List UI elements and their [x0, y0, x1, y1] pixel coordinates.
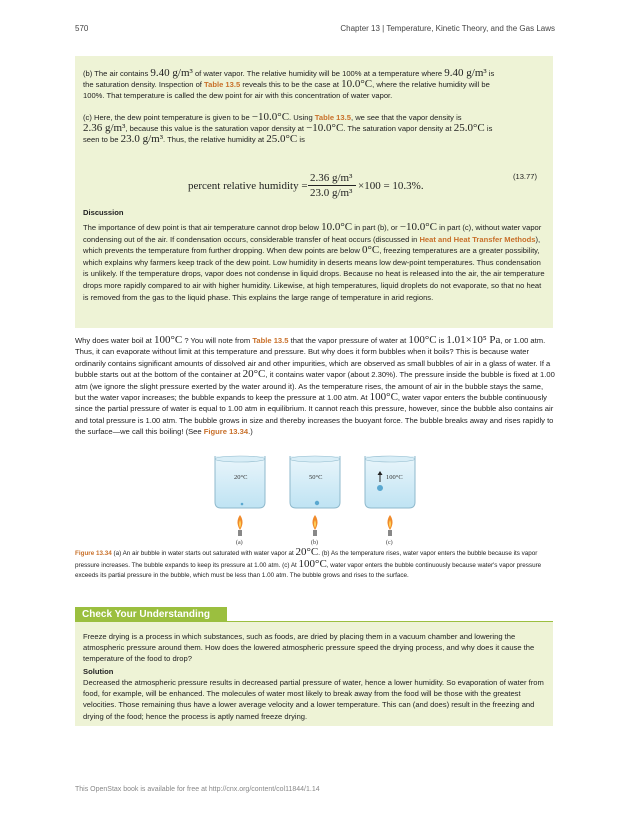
- discussion-title: Discussion: [83, 208, 124, 217]
- math: 20°C: [242, 368, 266, 381]
- footer: This OpenStax book is available for free at http://cnx.org/content/col11844/1.14: [75, 786, 320, 793]
- burner-icon: [238, 530, 242, 536]
- air-bubble: [315, 501, 319, 505]
- figure-13-34-link[interactable]: Figure 13.34: [203, 427, 249, 437]
- air-bubble: [241, 503, 244, 506]
- beaker-a-temp: 20°C: [234, 474, 248, 481]
- math: 1.01×10⁵ Pa: [446, 334, 501, 346]
- math: 10.0°C: [341, 78, 373, 91]
- equation-numerator: 2.36 g/m³: [310, 172, 353, 184]
- beaker-b: [290, 456, 340, 546]
- math: 100°C: [153, 334, 183, 346]
- check-understanding-header: Check Your Understanding: [75, 607, 227, 622]
- math: 2.36 g/m³: [83, 122, 126, 135]
- table-13-5-link[interactable]: Table 13.5: [252, 336, 289, 345]
- beaker-a-label: (a): [236, 540, 243, 546]
- discussion-text: The importance of dew point is that air temperature cannot drop below 10.0°C in part (b), or −10.0°C in part (c), without water vapor condensing out of the air. If condensation occurs, considerable transfer of heat occurs (discussed in Heat and Heat Transfer Methods), which prevents the temperature from further dropping. When dew points are below 0°C, freezing temperatures are a greater possibility, which explains why farmers keep track of the dew point. Low humidity in deserts means low dew-point temperatures. Thus condensation is unlikely. If the temperature drops, vapor does not condense in liquid drops. Because no heat is released into the air, the air temperature drops more rapidly compared to air with higher humidity. Likewise, at high temperatures, liquid droplets do not evaporate, so that no heat is removed from the gas to the liquid phase. This explains the large range of temperature in arid regions.: [83, 221, 545, 302]
- beaker-b-temp: 50°C: [309, 474, 323, 481]
- math: 100°C: [408, 334, 437, 346]
- page-number: 570: [75, 24, 89, 33]
- math: 23.0 g/m³: [120, 133, 163, 146]
- math: 100°C: [369, 391, 398, 404]
- solution-text: Decreased the atmospheric pressure results in decreased partial pressure of water, hence a lower humidity. So evaporation of water from food, for example, will be enhanced. The molecules of water most likely to break away from the food will be those with the greatest velocities. Those remaining thus have a lower average velocity and a lower temperature. This can (and does) result in the freezing and drying of the food; hence the process is aptly named freeze drying.: [83, 678, 544, 721]
- math: 20°C: [295, 546, 319, 558]
- equation-lhs: percent relative humidity =: [188, 180, 308, 192]
- equation-denominator: 23.0 g/m³: [310, 187, 353, 199]
- body-paragraph: Why does water boil at 100°C ? You will note from Table 13.5 that the vapor pressure of water at 100°C is 1.01×10⁵ Pa, or 1.00 atm. Thus, it can evaporate without limit at this temperature and pressure. But why does it form bubbles when it boils? This is because water ordinarily contains significant amounts of dissolved air and other impurities, which are observed as small bubbles of air in a glass of water. If a bubble starts out at the bottom of the container at 20°C, it contains water vapor (about 2.30%). The pressure inside the bubble is fixed at 1.00 atm (we ignore the slight pressure exerted by the water around it). As the temperature rises, the amount of air in the bubble stays the same, but the water vapor increases; the bubble expands to keep the pressure at 1.00 atm. At 100°C, water vapor enters the bubble continuously since the partial pressure of water is equal to 1.00 atm in equilibrium. It cannot reach this pressure, however, since the bubble also contains air and total pressure is 1.00 atm. The bubble grows in size and thereby increases the buoyant force. The bubble breaks away and rises rapidly to the surface—we call this boiling! (See Figure 13.34.): [75, 334, 555, 437]
- math: 25.0°C: [453, 122, 485, 135]
- figure-13-34-illustration: [200, 452, 430, 547]
- math: 10.0°C: [321, 221, 353, 233]
- beaker-c-label: (c): [386, 540, 393, 546]
- math: −10.0°C: [306, 122, 344, 135]
- burner-icon: [388, 530, 392, 536]
- math: −10.0°C: [251, 111, 290, 123]
- math: 0°C: [362, 244, 380, 257]
- burner-icon: [313, 530, 317, 536]
- math: −10.0°C: [399, 221, 438, 233]
- figure-caption: Figure 13.34 (a) An air bubble in water starts out saturated with water vapor at 20°C. (b) As the temperature rises, water vapor enters the bubble because its vapor pressure increases. The bubble expands to keep its pressure at 1.00 atm. (c) At 100°C, water vapor enters the bubble continuously because water's vapor pressure exceeds its partial pressure in the bubble, which must be less than 1.00 atm. The bubble grows and rises to the surface.: [75, 546, 542, 580]
- beaker-c-temp: 100°C: [386, 474, 403, 481]
- chapter-title: Chapter 13 | Temperature, Kinetic Theory, and the Gas Laws: [340, 24, 555, 33]
- fraction-bar: [308, 185, 356, 186]
- math: 100°C: [298, 558, 327, 571]
- example-part-c: (c) Here, the dew point temperature is given to be −10.0°C. Using Table 13.5, we see that the vapor density is 2.36 g/m³, because this value is the saturation vapor density at −10.0°C. The saturation vapor density at 25.0°C is seen to be 23.0 g/m³. Thus, the relative humidity at 25.0°C is: [83, 111, 493, 146]
- heat-transfer-link[interactable]: Heat and Heat Transfer Methods: [419, 234, 536, 244]
- math: 9.40 g/m³: [150, 67, 193, 79]
- beaker-c: [365, 456, 415, 546]
- check-question: Freeze drying is a process in which substances, such as foods, are dried by placing them in a vacuum chamber and lowering the atmospheric pressure around them. How does the lowered atmospheric pressure speed the drying process, and why does it cause the temperature of the food to drop?: [83, 632, 535, 664]
- beaker-b-label: (b): [311, 540, 318, 546]
- math: 25.0°C: [266, 133, 298, 146]
- equation-13-77: [188, 172, 488, 198]
- table-13-5-link[interactable]: Table 13.5: [204, 80, 241, 90]
- equation-rhs: ×100 = 10.3%.: [358, 180, 424, 192]
- air-bubble: [377, 485, 383, 491]
- equation-number: (13.77): [512, 172, 537, 181]
- beaker-a: [215, 456, 265, 546]
- example-part-b: (b) The air contains 9.40 g/m³ of water vapor. The relative humidity will be 100% at a temperature where 9.40 g/m³ is the saturation density. Inspection of Table 13.5 reveals this to be the case at 10.0°C, where the relative humidity will be 100%. That temperature is called the dew point for air with this concentration of water vapor.: [83, 67, 495, 101]
- solution-title: Solution: [83, 667, 114, 676]
- figure-label: Figure 13.34: [75, 550, 112, 557]
- table-13-5-link[interactable]: Table 13.5: [314, 113, 351, 122]
- math: 9.40 g/m³: [444, 67, 487, 79]
